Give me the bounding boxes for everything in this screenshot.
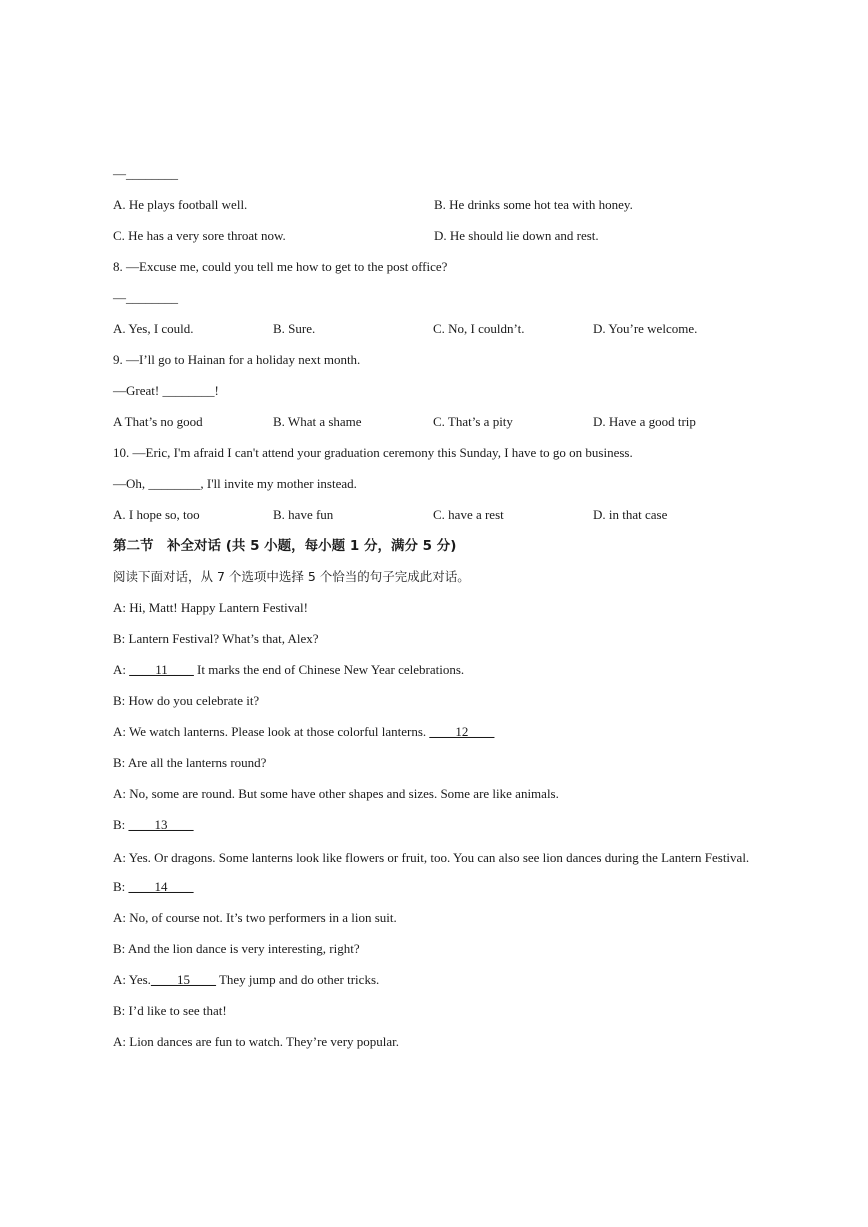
blank-13: ____13____ <box>128 817 194 832</box>
section-heading: 第二节 补全对话 (共 5 小题，每小题 1 分，满分 5 分) <box>113 538 457 554</box>
q10-option-a: A. I hope so, too <box>113 507 200 522</box>
blank-14: ____14____ <box>128 879 194 894</box>
blank-12: ____12____ <box>429 724 495 739</box>
q8-option-d: D. You’re welcome. <box>593 321 698 336</box>
speaker-label: B: <box>113 817 129 832</box>
q9-option-c: C. That’s a pity <box>433 414 513 429</box>
q9-option-b: B. What a shame <box>273 414 362 429</box>
dialogue-line-with-blank <box>113 718 763 749</box>
speaker-label: B: <box>113 879 129 894</box>
q8-option-a: A. Yes, I could. <box>113 321 194 336</box>
q9-option-a: A That’s no good <box>113 414 203 429</box>
q9-question: 9. —I’ll go to Hainan for a holiday next month. <box>113 352 361 367</box>
q7-option-c: C. He has a very sore throat now. <box>113 228 286 243</box>
dialogue-line: A: Lion dances are fun to watch. They’re very popular. <box>113 1034 400 1049</box>
blank-15: ____15____ <box>150 972 216 987</box>
dialogue-text: A: Yes. <box>113 972 151 987</box>
q10-options <box>113 501 763 532</box>
q9-option-d: D. Have a good trip <box>593 414 696 429</box>
q8-options <box>113 315 763 346</box>
q10-option-d: D. in that case <box>593 507 668 522</box>
exam-page <box>113 160 763 1059</box>
dialogue-line: B: I’d like to see that! <box>113 1003 227 1018</box>
q10-option-b: B. have fun <box>273 507 334 522</box>
q10-option-c: C. have a rest <box>433 507 504 522</box>
q7-options-row-2 <box>113 222 763 253</box>
dialogue-line-with-blank <box>113 966 763 997</box>
section-instruction: 阅读下面对话，从 7 个选项中选择 5 个恰当的句子完成此对话。 <box>113 569 470 584</box>
q8-option-c: C. No, I couldn’t. <box>433 321 525 336</box>
q8-option-b: B. Sure. <box>273 321 316 336</box>
q7-options-row-1 <box>113 191 763 222</box>
q7-answer-blank: —________ <box>113 166 178 181</box>
q8-question: 8. —Excuse me, could you tell me how to get to the post office? <box>113 259 448 274</box>
q8-answer-blank: —________ <box>113 290 178 305</box>
dialogue-line: B: How do you celebrate it? <box>113 693 260 708</box>
dialogue-line: A: Yes. Or dragons. Some lanterns look like flowers or fruit, too. You can also see lion dances during the Lantern Festival. <box>113 850 750 865</box>
dialogue-line: B: And the lion dance is very interesting, right? <box>113 941 360 956</box>
dialogue-line: B: Lantern Festival? What’s that, Alex? <box>113 631 319 646</box>
dialogue-text: A: We watch lanterns. Please look at those colorful lanterns. <box>113 724 430 739</box>
q7-option-b: B. He drinks some hot tea with honey. <box>434 197 633 212</box>
dialogue-line-with-blank <box>113 811 763 842</box>
speaker-label: A: <box>113 662 130 677</box>
dialogue-line: A: No, of course not. It’s two performers in a lion suit. <box>113 910 397 925</box>
q9-options <box>113 408 763 439</box>
dialogue-text: It marks the end of Chinese New Year celebrations. <box>193 662 465 677</box>
dialogue-line-with-blank <box>113 873 763 904</box>
q7-option-d: D. He should lie down and rest. <box>434 228 599 243</box>
dialogue-line: A: Hi, Matt! Happy Lantern Festival! <box>113 600 308 615</box>
q7-option-a: A. He plays football well. <box>113 197 248 212</box>
blank-11: ____11____ <box>129 662 194 677</box>
q9-reply: —Great! ________! <box>113 383 219 398</box>
q10-reply: —Oh, ________, I'll invite my mother instead. <box>113 476 357 491</box>
dialogue-line: A: No, some are round. But some have other shapes and sizes. Some are like animals. <box>113 786 559 801</box>
dialogue-line: B: Are all the lanterns round? <box>113 755 267 770</box>
dialogue-line-with-blank <box>113 656 763 687</box>
q10-question: 10. —Eric, I'm afraid I can't attend your graduation ceremony this Sunday, I have to go on business. <box>113 445 633 460</box>
dialogue-text: They jump and do other tricks. <box>215 972 380 987</box>
